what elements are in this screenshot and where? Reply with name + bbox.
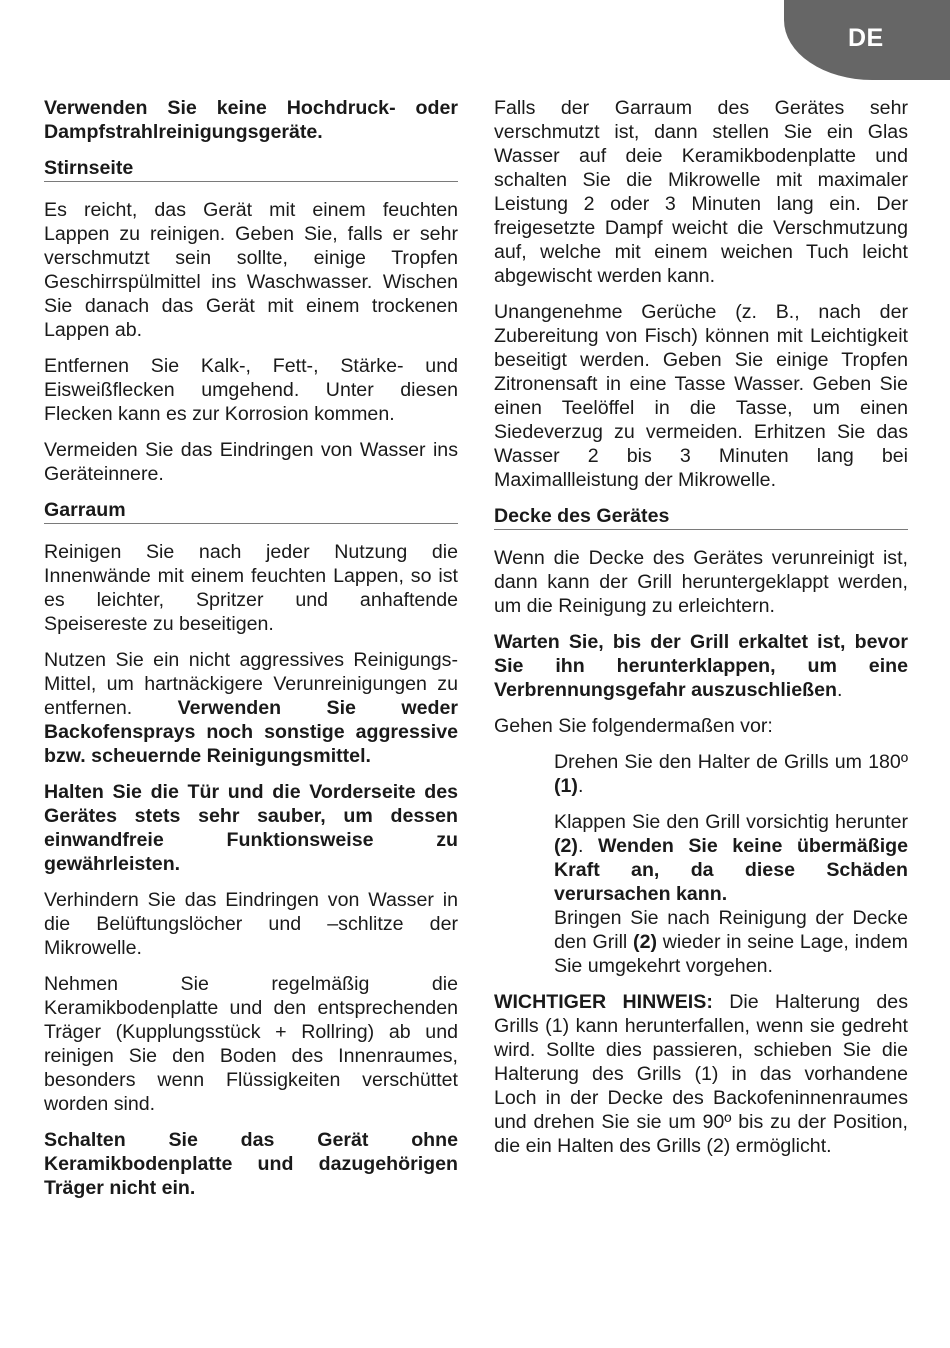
paragraph-odours: Unangenehme Gerüche (z. B., nach der Zubereitung von Fisch) können mit Leichtigkeit beseitigt werden. Geben Sie einige Tropfen Zitronensaft in eine Tasse Wasser. Geben Sie einen Teelöffel in die Tasse, um einen Siedeverzug zu vermeiden. Erhitzen Sie das Wasser 2 bis 3 Minuten lang bei Maximallleistung der Mikrowelle. xyxy=(494,301,908,491)
paragraph-important-note xyxy=(494,990,908,1158)
paragraph-ventilation: Verhindern Sie das Eindringen von Wasser in die Belüftungslöcher und –schlitze der Mikrowelle. xyxy=(44,889,458,959)
paragraph-avoid-water: Vermeiden Sie das Eindringen von Wasser ins Geräteinnere. xyxy=(44,439,458,485)
paragraph-wait-cool-end: . xyxy=(836,679,843,701)
step-return-grill xyxy=(554,906,908,978)
step2-mid: . xyxy=(577,835,598,857)
step-rotate-holder xyxy=(554,750,908,798)
heading-decke: Decke des Gerätes xyxy=(494,504,908,530)
paragraph-glass-of-water: Falls der Garraum des Gerätes sehr verschmutzt ist, dann stellen Sie ein Glas Wasser auf deie Keramikbodenplatte und schalten Sie die Mikrowelle mit maximaler Leistung 2 oder 3 Minuten lang ein. Der freigesetzte Dampf weicht die Verschmutzung auf, welche mit einem weichen Tuch leicht abgewischt werden kann. xyxy=(494,97,908,287)
step2-text: Klappen Sie den Grill vorsichtig herunter xyxy=(554,811,908,833)
paragraph-do-not-operate: Schalten Sie das Gerät ohne Keramikbodenplatte und dazugehörigen Träger nicht ein. xyxy=(44,1129,458,1199)
paragraph-keep-door-clean: Halten Sie die Tür und die Vorderseite des Gerätes stets sehr sauber, um dessen einwandfreie Funktionsweise zu gewährleisten. xyxy=(44,781,458,875)
step3-end: wieder in seine Lage, indem Sie umgekehrt vorgehen. xyxy=(554,931,909,977)
paragraph-clean-after-use: Reinigen Sie nach jeder Nutzung die Innenwände mit einem feuchten Lappen, so ist es leichter, Spritzer und anhaftende Speisereste zu beseitigen. xyxy=(44,541,458,635)
paragraph-damp-cloth: Es reicht, das Gerät mit einem feuchten Lappen zu reinigen. Geben Sie, falls er sehr verschmutzt sein sollte, einige Tropfen Geschirrspülmittel ins Waschwasser. Wischen Sie danach das Gerät mit einem trockenen Lappen ab. xyxy=(44,199,458,341)
heading-garraum: Garraum xyxy=(44,498,458,524)
step3-ref: (2) xyxy=(633,931,657,953)
right-column xyxy=(494,96,908,1170)
paragraph-wait-cool xyxy=(494,630,908,702)
warning-no-high-pressure: Verwenden Sie keine Hochdruck- oder Dampfstrahlreinigungsgeräte. xyxy=(44,97,458,143)
paragraph-cleaner-warning: Verwenden Sie weder Backofensprays noch sonstige aggressive bzw. scheuernde Reinigungsmittel. xyxy=(44,697,458,767)
step2-ref: (2) xyxy=(554,835,578,857)
heading-stirnseite: Stirnseite xyxy=(44,156,458,182)
note-text: Die Halterung des Grills (1) kann herunterfallen, wenn sie gedreht wird. Sollte dies passieren, schieben Sie die Halterung des Grills (1) in das vorhandene Loch in der Decke des Backofeninnenraumes und drehen Sie sie um 90º bis zu der Position, die ein Halten des Grills (2) ermöglicht. xyxy=(494,991,908,1157)
step1-ref: (1) xyxy=(554,775,578,797)
paragraph-cleaner-text: Nutzen Sie ein nicht aggressives Reinigungs-Mittel, um hartnäckigere Verunreinigungen zu entfernen. xyxy=(44,649,458,719)
paragraph-non-aggressive-cleaner xyxy=(44,648,458,768)
paragraph-stains: Entfernen Sie Kalk-, Fett-, Stärke- und Eisweißflecken umgehend. Unter diesen Flecken kann es zur Korrosion kommen. xyxy=(44,355,458,425)
paragraph-procedure-intro: Gehen Sie folgendermaßen vor: xyxy=(494,715,773,737)
paragraph-wait-cool-bold: Warten Sie, bis der Grill erkaltet ist, bevor Sie ihn herunterklappen, um eine Verbrennungsgefahr auszuschließen xyxy=(494,631,908,701)
paragraph-ceramic-plate: Nehmen Sie regelmäßig die Keramikbodenplatte und den entsprechenden Träger (Kupplungsstück + Rollring) ab und reinigen Sie den Boden des Innenraumes, besonders wenn Flüssigkeiten verschüttet worden sind. xyxy=(44,973,458,1115)
left-column xyxy=(44,96,458,1212)
step3-text: Bringen Sie nach Reinigung der Decke den Grill xyxy=(554,907,908,953)
paragraph-grill-fold-down: Wenn die Decke des Gerätes verunreinigt ist, dann kann der Grill heruntergeklappt werden, um die Reinigung zu erleichtern. xyxy=(494,547,908,617)
step-fold-grill xyxy=(554,810,908,906)
note-label: WICHTIGER HINWEIS: xyxy=(494,991,713,1013)
step1-text: Drehen Sie den Halter de Grills um 180º xyxy=(554,751,908,773)
step2-warning: Wenden Sie keine übermäßige Kraft an, da diese Schäden verursachen kann. xyxy=(554,835,908,905)
step1-end: . xyxy=(577,775,584,797)
language-label: DE xyxy=(848,24,884,52)
